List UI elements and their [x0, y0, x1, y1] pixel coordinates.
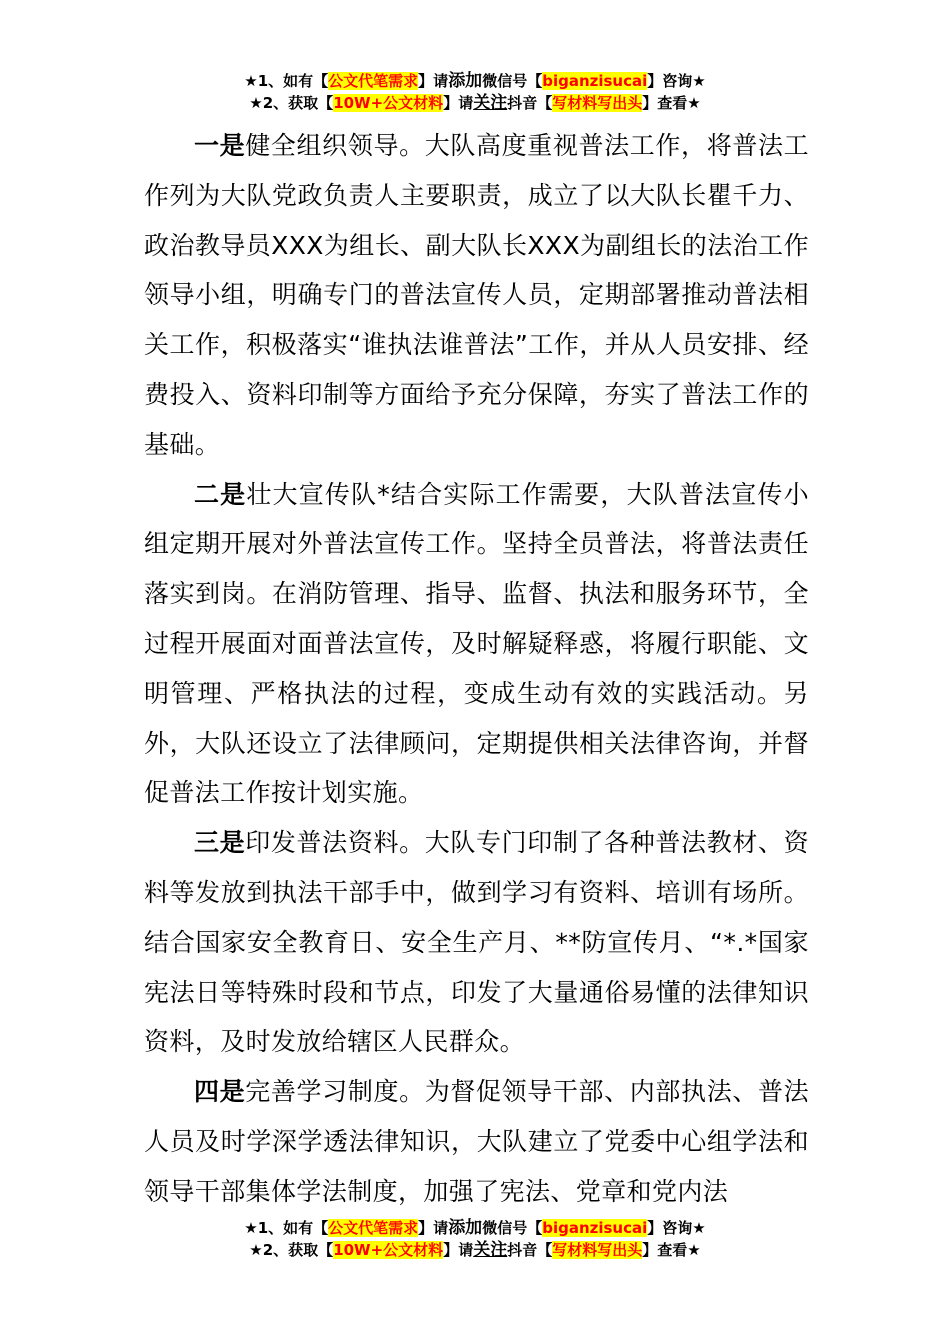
banner-text: 】请 [443, 94, 474, 112]
banner-text: 】查看★ [642, 94, 701, 112]
emphasis-add: 添加 [448, 71, 483, 91]
banner-text: ★2、获取【 [249, 1241, 334, 1259]
banner-text: 抖音【 [507, 94, 553, 112]
paragraph-text: 健全组织领导。大队高度重视普法工作，将普法工作列为大队党政负责人主要职责，成立了以大队长瞿千力、政治教导员XXX为组长、副大队长XXX为副组长的法治工作领导小组，明确专门的普法宣传人员，定期部署推动普法相关工作，积极落实“谁执法谁普法”工作，并从人员安排、经费投入、资料印制等方面给予充分保障，夯实了普法工作的基础。 [144, 131, 809, 459]
banner-line-1 [0, 1217, 950, 1239]
highlight-douyin-account: 写材料写出头 [552, 1241, 643, 1259]
paragraph-4 [144, 1067, 809, 1216]
banner-text: 】查看★ [642, 1241, 701, 1259]
paragraph-text: 完善学习制度。为督促领导干部、内部执法、普法人员及时学深学透法律知识，大队建立了党委中心组学法和领导干部集体学法制度，加强了宪法、党章和党内法 [144, 1077, 809, 1206]
document-body [144, 121, 809, 1217]
paragraph-2 [144, 470, 809, 819]
emphasis-follow: 关注 [473, 93, 508, 113]
highlight-materials: 10W+公文材料 [333, 1241, 444, 1259]
banner-line-2 [0, 92, 950, 114]
paragraph-text: 印发普法资料。大队专门印制了各种普法教材、资料等发放到执法干部手中，做到学习有资料、培训有场所。结合国家安全教育日、安全生产月、**防宣传月、“*.*国家宪法日等特殊时段和节点，印发了大量通俗易懂的法律知识资料，及时发放给辖区人民群众。 [144, 828, 809, 1057]
banner-text: 微信号【 [482, 72, 543, 90]
emphasis-follow: 关注 [473, 1240, 508, 1260]
highlight-service: 公文代笔需求 [328, 1219, 419, 1237]
footer-banner [0, 1217, 950, 1261]
banner-text: 】咨询★ [647, 72, 706, 90]
banner-text: ★1、如有【 [244, 1219, 329, 1237]
banner-line-2 [0, 1239, 950, 1261]
paragraph-lead: 二是 [194, 479, 247, 509]
highlight-wechat-id: biganzisucai [542, 72, 648, 90]
paragraph-1 [144, 121, 809, 470]
banner-text: ★1、如有【 [244, 72, 329, 90]
banner-text: 】咨询★ [647, 1219, 706, 1237]
highlight-materials: 10W+公文材料 [333, 94, 444, 112]
highlight-service: 公文代笔需求 [328, 72, 419, 90]
banner-text: 】请 [418, 1219, 449, 1237]
banner-text: ★2、获取【 [249, 94, 334, 112]
highlight-douyin-account: 写材料写出头 [552, 94, 643, 112]
paragraph-lead: 三是 [194, 828, 246, 858]
banner-text: 】请 [418, 72, 449, 90]
paragraph-text: 壮大宣传队*结合实际工作需要，大队普法宣传小组定期开展对外普法宣传工作。坚持全员普法，将普法责任落实到岗。在消防管理、指导、监督、执法和服务环节，全过程开展面对面普法宣传，及时解疑释惑，将履行职能、文明管理、严格执法的过程，变成生动有效的实践活动。另外，大队还设立了法律顾问，定期提供相关法律咨询，并督促普法工作按计划实施。 [144, 479, 809, 808]
banner-line-1 [0, 70, 950, 92]
paragraph-lead: 一是 [194, 131, 246, 160]
banner-text: 微信号【 [482, 1219, 543, 1237]
banner-text: 抖音【 [507, 1241, 553, 1259]
emphasis-add: 添加 [448, 1218, 483, 1238]
header-banner [0, 70, 950, 114]
highlight-wechat-id: biganzisucai [542, 1219, 648, 1237]
paragraph-lead: 四是 [194, 1077, 246, 1107]
banner-text: 】请 [443, 1241, 474, 1259]
paragraph-3 [144, 818, 809, 1067]
